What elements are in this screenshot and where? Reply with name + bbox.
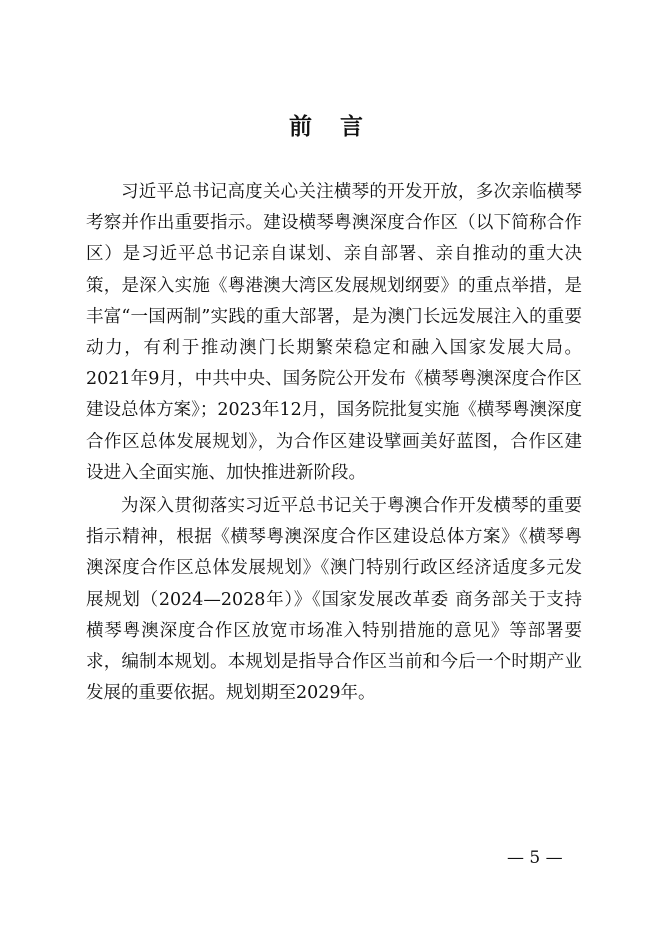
page-number: — 5 — xyxy=(507,848,563,868)
page-title: 前 言 xyxy=(288,113,373,140)
body-paragraph-1: 习近平总书记高度关心关注横琴的开发开放，多次亲临横琴考察并作出重要指示。建设横琴粤澳深度合作区（以下简称合作区）是习近平总书记亲自谋划、亲自部署、亲自推动的重大决策，是深入实施《粤港澳大湾区发展规划纲要》的重点举措，是丰富“一国两制”实践的重大部署，是为澳门长远发展注入的重要动力，有利于推动澳门长期繁荣稳定和融入国家发展大局。2021年9月，中共中央、国务院公开发布《横琴粤澳深度合作区建设总体方案》；2023年12月，国务院批复实施《横琴粤澳深度合作区总体发展规划》，为合作区建设擘画美好蓝图，合作区建设进入全面实施、加快推进新阶段。 xyxy=(86,182,582,483)
body-paragraph-2: 为深入贯彻落实习近平总书记关于粤澳合作开发横琴的重要指示精神，根据《横琴粤澳深度合作区建设总体方案》《横琴粤澳深度合作区总体发展规划》《澳门特别行政区经济适度多元发展规划（2024—2028年）》《国家发展改革委 商务部关于支持横琴粤澳深度合作区放宽市场准入特别措施的意见》等部署要求，编制本规划。本规划是指导合作区当前和今后一个时期产业发展的重要依据。规划期至2029年。 xyxy=(86,496,582,704)
